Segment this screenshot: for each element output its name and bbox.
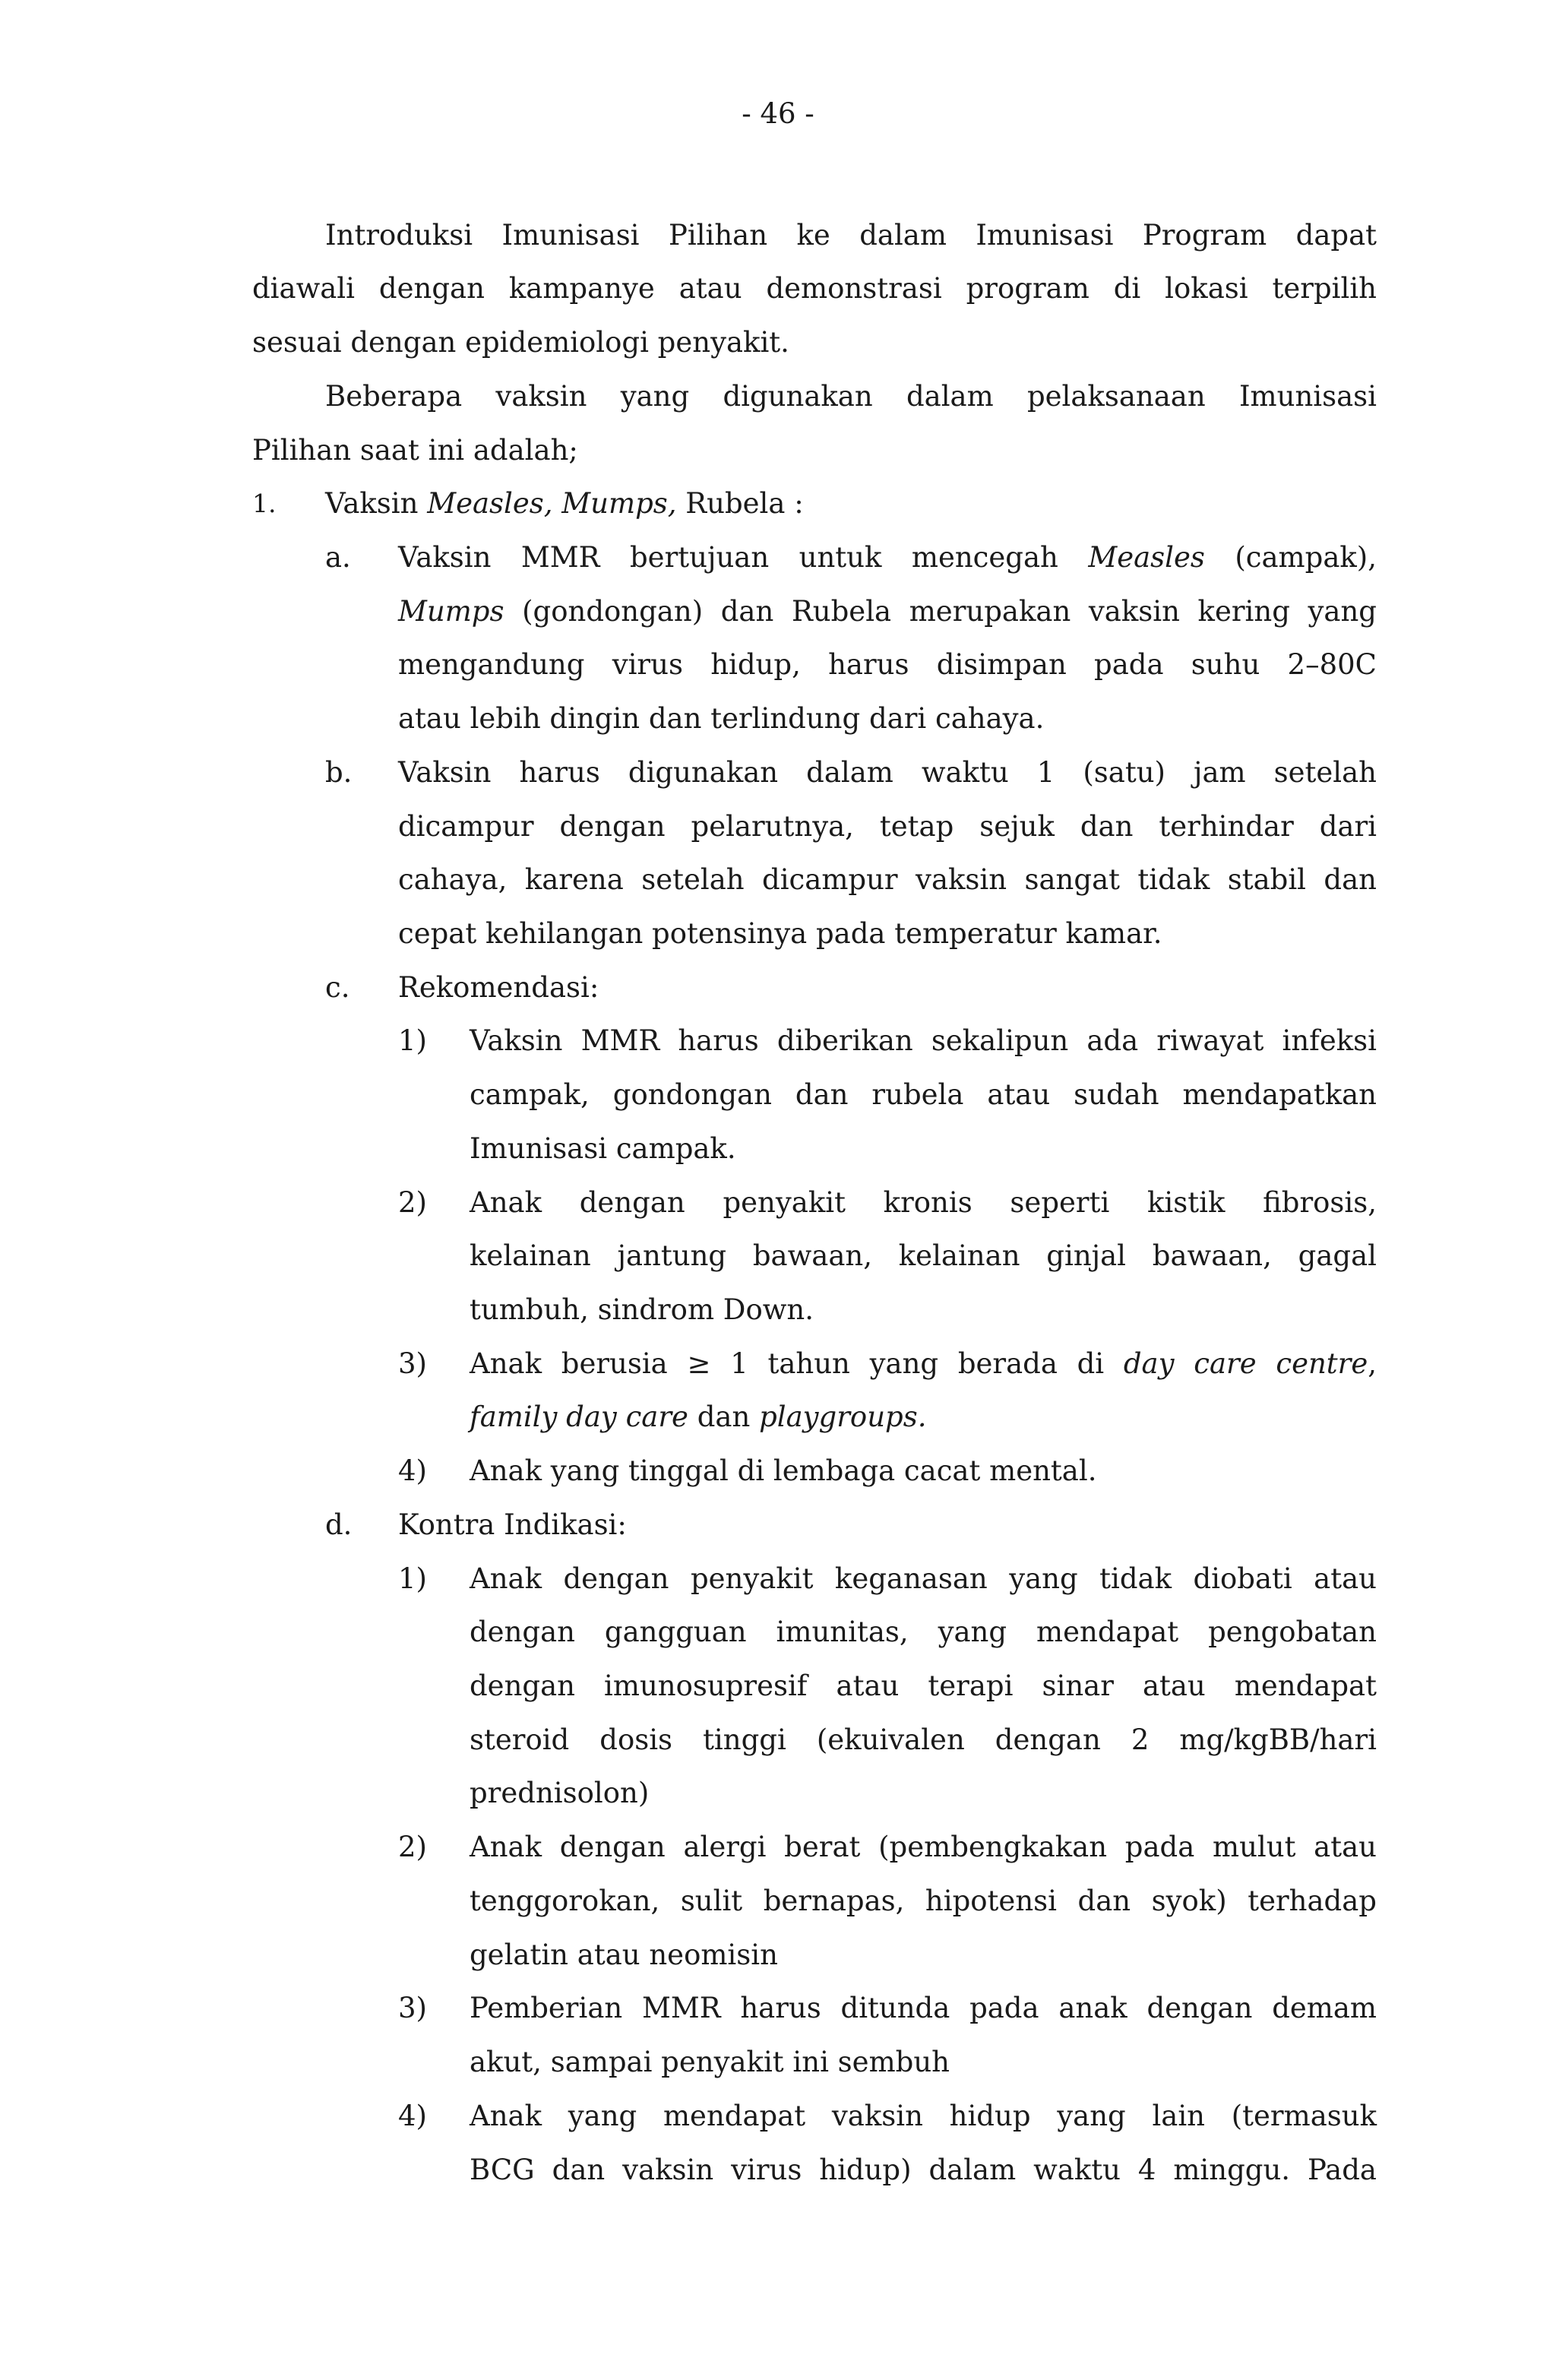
italic-term: family day care [470, 1400, 688, 1434]
text-segment: Rubela : [676, 487, 804, 521]
vaccine-intro-line: Beberapa vaksin yang digunakan dalam pelaksanaan Imunisasi [325, 379, 1377, 413]
point-line: gelatin atau neomisin [470, 1938, 778, 1971]
point-text: Anak dengan penyakit kronis seperti kistik fibrosis, [470, 1185, 1377, 1219]
point-line: tumbuh, sindrom Down. [470, 1293, 814, 1326]
point-text: Vaksin MMR harus diberikan sekalipun ada riwayat infeksi [470, 1024, 1377, 1058]
sub-item-c [252, 961, 1377, 1015]
text-segment: Vaksin MMR bertujuan untuk mencegah [398, 540, 1089, 574]
point-line: campak, gondongan dan rubela atau sudah mendapatkan [470, 1078, 1377, 1112]
point-text: Anak dengan penyakit keganasan yang tidak diobati atau [470, 1562, 1377, 1595]
sub-item-line [252, 585, 1377, 639]
point-line: kelainan jantung bawaan, kelainan ginjal bawaan, gagal [470, 1239, 1377, 1273]
point-marker: 1) [398, 1024, 427, 1058]
point-marker: 2) [398, 1831, 427, 1864]
text-segment: (campak), [1204, 540, 1377, 574]
sub-item-d [252, 1499, 1377, 1552]
vaccine-intro-line: Pilihan saat ini adalah; [252, 433, 578, 467]
contraindication-point [252, 1982, 1377, 2036]
text-segment: Anak berusia ≥ 1 tahun yang berada di [470, 1347, 1124, 1380]
sub-item-line: cepat kehilangan potensinya pada temperatur kamar. [398, 916, 1162, 950]
sub-item-marker: d. [325, 1508, 353, 1541]
text-segment: (gondongan) dan Rubela merupakan vaksin kering yang [504, 594, 1377, 628]
sub-item-heading: Kontra Indikasi: [398, 1508, 627, 1541]
point-line: steroid dosis tinggi (ekuivalen dengan 2 mg/kgBB/hari [470, 1723, 1377, 1756]
sub-item-a [252, 531, 1377, 585]
point-text [470, 1337, 1377, 1391]
point-line: tenggorokan, sulit bernapas, hipotensi dan syok) terhadap [470, 1884, 1377, 1917]
italic-term: Measles [1088, 540, 1205, 574]
point-marker: 3) [398, 1992, 427, 2025]
sub-item-line: atau lebih dingin dan terlindung dari cahaya. [398, 702, 1045, 736]
contraindication-point [252, 1552, 1377, 1606]
point-text: Anak yang tinggal di lembaga cacat mental. [470, 1454, 1097, 1488]
page-number: - 46 - [742, 97, 814, 130]
point-marker: 3) [398, 1347, 427, 1380]
text-segment: Vaksin [325, 487, 428, 521]
sub-item-b [252, 746, 1377, 800]
contraindication-point [252, 2090, 1377, 2144]
point-line: dengan gangguan imunitas, yang mendapat pengobatan [470, 1616, 1377, 1649]
sub-item-heading: Rekomendasi: [398, 970, 599, 1004]
sub-item-marker: a. [325, 540, 351, 574]
sub-item-line: dicampur dengan pelarutnya, tetap sejuk dan terhindar dari [398, 809, 1377, 843]
recommendation-point [252, 1176, 1377, 1230]
recommendation-point [252, 1445, 1377, 1499]
recommendation-point [252, 1337, 1377, 1391]
list-item-text [325, 477, 1377, 531]
document-body [252, 209, 1377, 2198]
point-line: Imunisasi campak. [470, 1131, 736, 1165]
point-line: prednisolon) [470, 1777, 650, 1810]
italic-term: Measles, Mumps, [427, 487, 677, 521]
contraindication-point [252, 1821, 1377, 1875]
point-marker: 4) [398, 1454, 427, 1488]
point-marker: 1) [398, 1562, 427, 1595]
sub-item-marker: b. [325, 755, 353, 789]
text-segment: dan [688, 1400, 760, 1434]
point-line: BCG dan vaksin virus hidup) dalam waktu 4 minggu. Pada [470, 2153, 1377, 2186]
point-text: Pemberian MMR harus ditunda pada anak dengan demam [470, 1992, 1377, 2025]
italic-term: playgroups. [759, 1400, 927, 1434]
sub-item-line: mengandung virus hidup, harus disimpan pada suhu 2–80C [398, 648, 1377, 682]
point-marker: 4) [398, 2099, 427, 2132]
point-text: Anak dengan alergi berat (pembengkakan pada mulut atau [470, 1831, 1377, 1864]
sub-item-text [398, 531, 1377, 585]
intro-line: Introduksi Imunisasi Pilihan ke dalam Imunisasi Program dapat [325, 218, 1377, 252]
italic-term: Mumps [398, 594, 504, 628]
point-marker: 2) [398, 1185, 427, 1219]
intro-line: sesuai dengan epidemiologi penyakit. [252, 326, 789, 359]
recommendation-point [252, 1014, 1377, 1068]
sub-item-marker: c. [325, 970, 350, 1004]
text-segment: , [1368, 1347, 1377, 1380]
sub-item-line: cahaya, karena setelah dicampur vaksin sangat tidak stabil dan [398, 863, 1377, 897]
point-line: dengan imunosupresif atau terapi sinar atau mendapat [470, 1669, 1377, 1703]
sub-item-text: Vaksin harus digunakan dalam waktu 1 (satu) jam setelah [398, 755, 1377, 789]
point-text: Anak yang mendapat vaksin hidup yang lain (termasuk [470, 2099, 1377, 2132]
list-item-1-title [252, 477, 1377, 531]
italic-term: day care centre [1123, 1347, 1368, 1380]
point-line [252, 1391, 1377, 1445]
list-marker: 1. [252, 489, 277, 519]
intro-line: diawali dengan kampanye atau demonstrasi program di lokasi terpilih [252, 272, 1377, 305]
point-line: akut, sampai penyakit ini sembuh [470, 2046, 950, 2079]
